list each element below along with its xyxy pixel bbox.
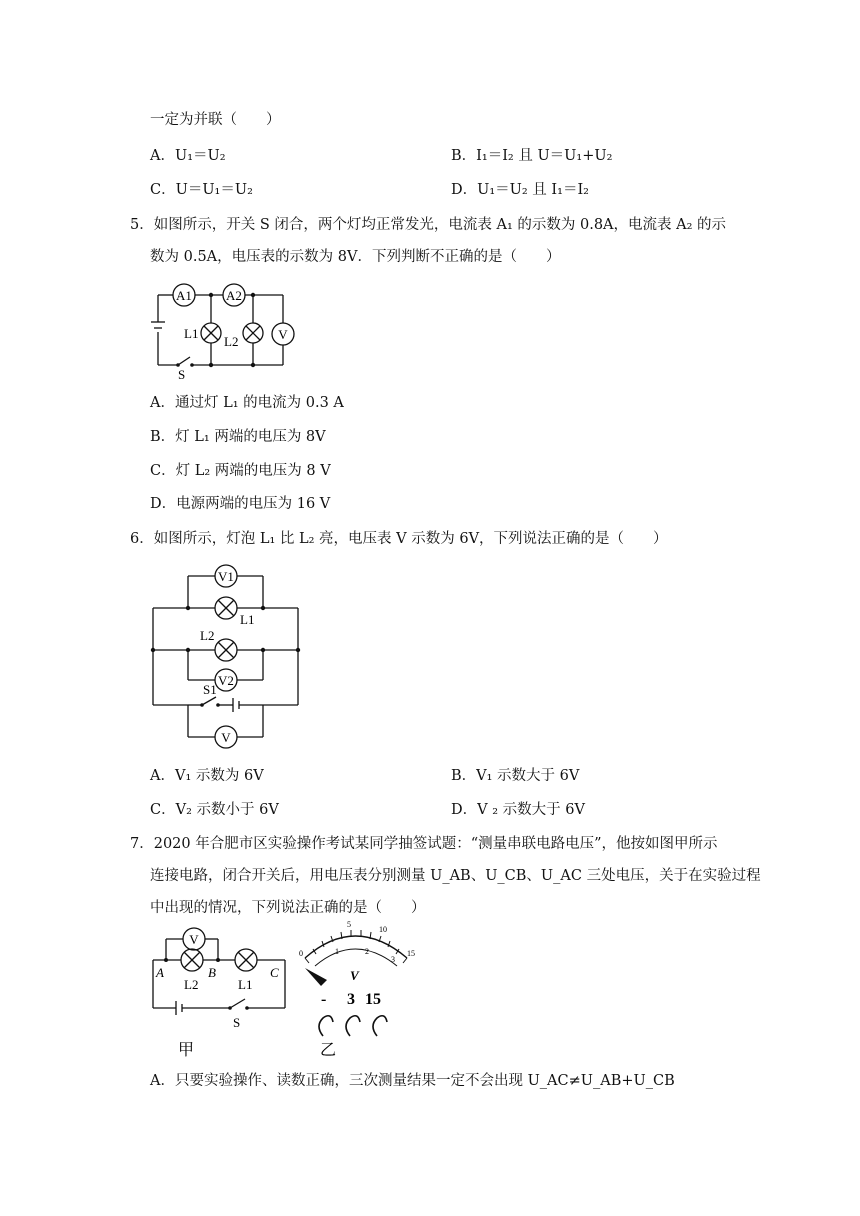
q5-option-a: A．通过灯 L₁ 的电流为 0.3 A (150, 395, 344, 411)
q7-jia-lamp-l2: L2 (184, 977, 199, 992)
q6-voltmeter-v-label: V (221, 730, 231, 745)
q6-option-b: B．V₁ 示数大于 6V (451, 768, 580, 784)
q5-switch-label: S (178, 367, 186, 380)
q7-jia-voltmeter-label: V (189, 932, 199, 947)
q5-ammeter-a1-label: A1 (176, 288, 192, 303)
q7-jia-switch-s: S (233, 1015, 241, 1030)
q5-lamp-l1-label: L1 (184, 326, 199, 341)
q7-yi-scale-5: 5 (347, 920, 351, 929)
q6-lamp-l2-label: L2 (200, 628, 215, 643)
q5-option-c: C．灯 L₂ 两端的电压为 8 V (150, 463, 331, 479)
q5-circuit-figure (148, 280, 308, 380)
q7-yi-scale-2: 2 (365, 947, 369, 956)
q7-yi-scale-10: 10 (379, 925, 387, 934)
q7-jia-point-c: C (270, 965, 279, 980)
q7-yi-scale-3: 3 (391, 955, 395, 964)
q7-yi-terminal-3: 3 (347, 991, 355, 1008)
q4-option-a: A．U₁＝U₂ (150, 148, 226, 164)
q5-ammeter-a2-label: A2 (226, 288, 242, 303)
q7-stem-line3: 中出现的情况，下列说法正确的是（ ） (150, 900, 426, 916)
q7-option-a: A．只要实验操作、读数正确，三次测量结果一定不会出现 U_AC≠U_AB+U_CB (150, 1073, 675, 1089)
q7-jia-point-a: A (156, 965, 164, 980)
q5-option-b: B．灯 L₁ 两端的电压为 8V (150, 429, 326, 445)
q6-option-d: D．V ₂ 示数大于 6V (451, 802, 585, 818)
q7-stem-line1: 7．2020 年合肥市区实验操作考试某同学抽签试题：“测量串联电路电压”，他按如图甲所示 (130, 836, 718, 852)
q5-stem-line1: 5．如图所示，开关 S 闭合，两个灯均正常发光，电流表 A₁ 的示数为 0.8A，电流表 A₂ 的示 (130, 217, 727, 233)
q7-stem-line2: 连接电路，闭合开关后，用电压表分别测量 U_AB、U_CB、U_AC 三处电压，关于在实验过程 (150, 868, 761, 884)
q6-lamp-l1-label: L1 (240, 612, 255, 627)
q7-jia-lamp-l1: L1 (238, 977, 253, 992)
q5-voltmeter-label: V (278, 327, 288, 342)
q4-stem-continuation: 一定为并联（ ） (150, 112, 281, 128)
q6-switch-s1-label: S1 (203, 682, 217, 697)
q7-yi-scale-0: 0 (299, 949, 303, 958)
q7-yi-scale-15: 15 (407, 949, 415, 958)
q6-option-a: A．V₁ 示数为 6V (150, 768, 264, 784)
q5-option-d: D．电源两端的电压为 16 V (150, 496, 331, 512)
q6-voltmeter-v1-label: V1 (218, 569, 234, 584)
q4-option-d: D．U₁＝U₂ 且 I₁＝I₂ (451, 182, 589, 198)
q7-jia-caption: 甲 (178, 1042, 195, 1059)
q6-stem: 6．如图所示，灯泡 L₁ 比 L₂ 亮，电压表 V 示数为 6V，下列说法正确的是（ ） (130, 531, 668, 547)
q4-option-b: B．I₁＝I₂ 且 U＝U₁+U₂ (451, 148, 613, 164)
q7-yi-unit-v: V (350, 968, 359, 983)
q6-voltmeter-v2-label: V2 (218, 673, 234, 688)
q6-option-c: C．V₂ 示数小于 6V (150, 802, 279, 818)
q4-option-c: C．U＝U₁＝U₂ (150, 182, 253, 198)
q7-figure-jia (148, 925, 293, 1060)
q6-circuit-figure (148, 560, 308, 750)
q7-yi-terminal-15: 15 (365, 991, 381, 1008)
q7-yi-caption: 乙 (320, 1042, 337, 1059)
q5-lamp-l2-label: L2 (224, 334, 239, 349)
q7-yi-scale-1: 1 (335, 947, 339, 956)
q7-yi-terminal-neg: - (321, 991, 327, 1008)
q5-stem-line2: 数为 0.5A，电压表的示数为 8V．下列判断不正确的是（ ） (150, 249, 561, 265)
q7-jia-point-b: B (208, 965, 216, 980)
q7-figure-yi (295, 918, 425, 1060)
